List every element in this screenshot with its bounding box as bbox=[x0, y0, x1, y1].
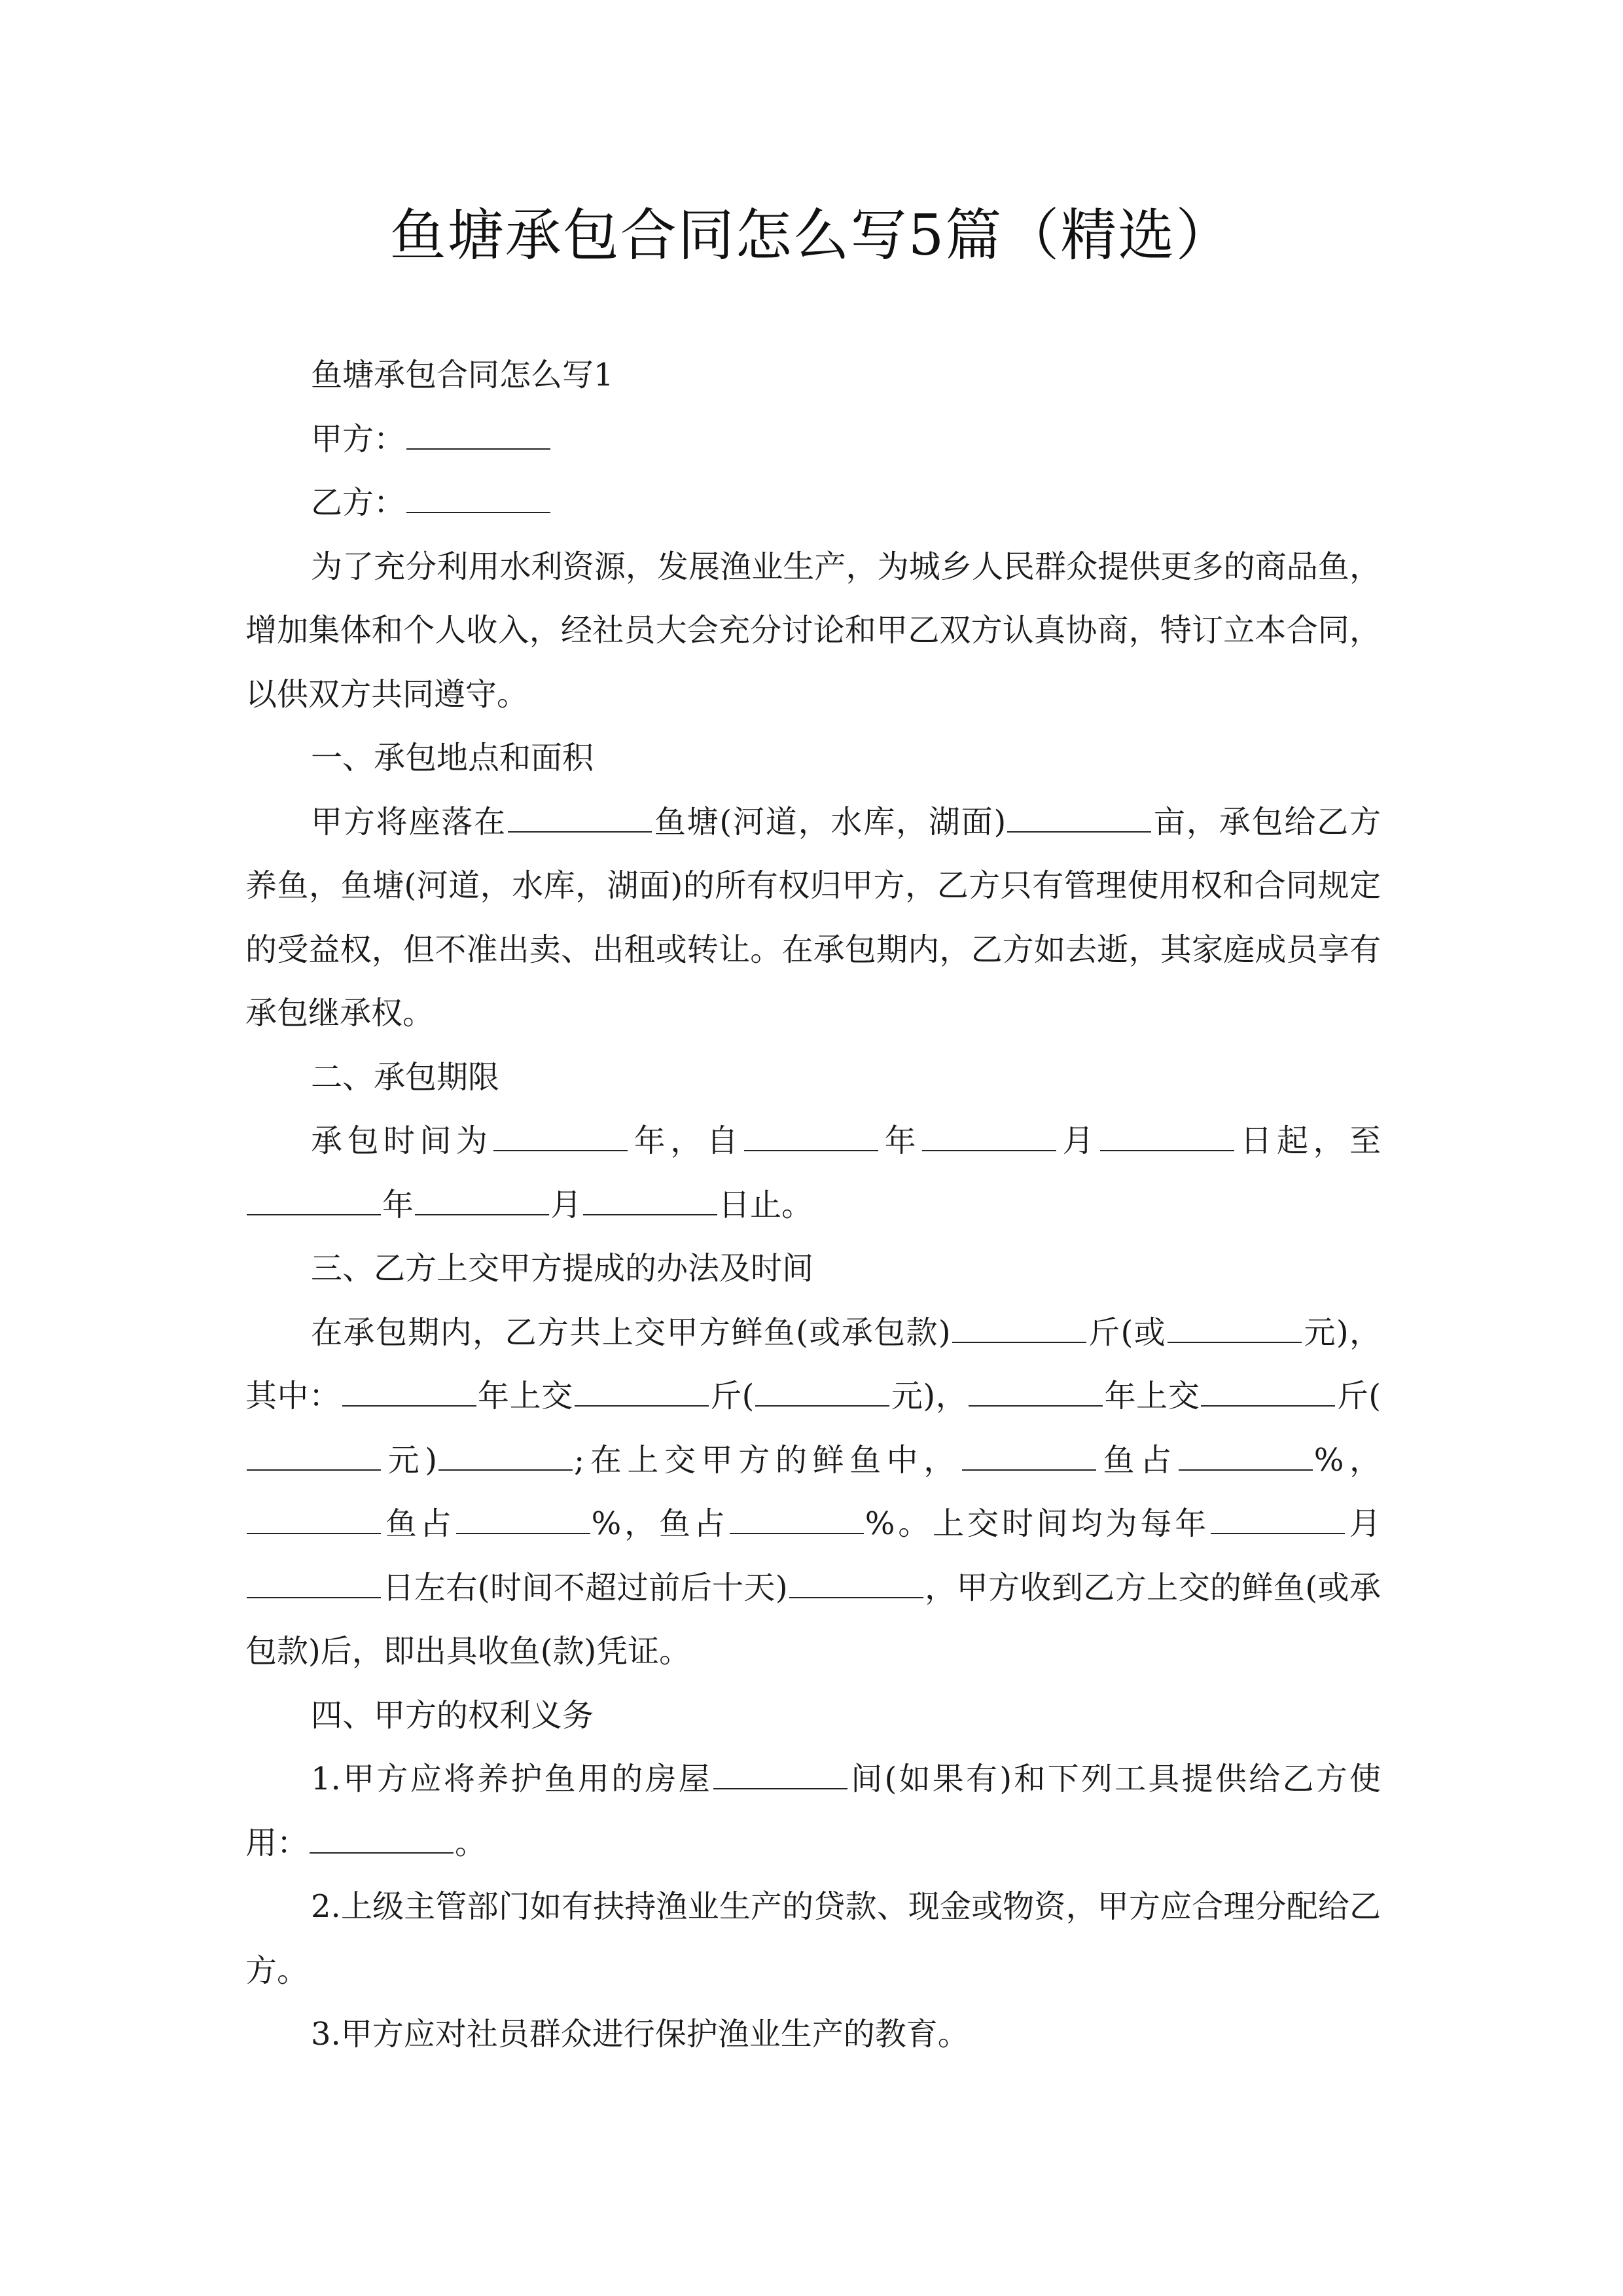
text-run: 日左右(时间不超过前后十天) bbox=[382, 1569, 788, 1606]
text-run: 1.甲方应将养护鱼用的房屋 bbox=[311, 1761, 712, 1797]
text-run: 斤(或 bbox=[1087, 1314, 1167, 1351]
fill-blank bbox=[247, 1501, 381, 1534]
party-a-blank bbox=[406, 417, 550, 450]
document-body bbox=[245, 344, 1381, 2067]
fill-blank bbox=[438, 1438, 573, 1471]
text-run: 日止。 bbox=[719, 1186, 813, 1223]
fill-blank bbox=[962, 1438, 1096, 1471]
text-run: 鱼占 bbox=[382, 1505, 455, 1542]
text-run: ，甲方收到乙方上交的鲜鱼(或承包款)后，即出具收鱼(款)凭证。 bbox=[245, 1569, 1381, 1670]
fill-blank bbox=[755, 1374, 889, 1407]
text-run: 年，自 bbox=[629, 1122, 743, 1159]
fill-blank bbox=[713, 1757, 847, 1789]
section-2-heading: 二、承包期限 bbox=[311, 1058, 500, 1096]
section-4-item-2: 2.上级主管部门如有扶持渔业生产的贷款、现金或物资，甲方应合理分配给乙方。 bbox=[245, 1888, 1381, 1989]
fill-blank bbox=[969, 1374, 1103, 1407]
fill-blank bbox=[583, 1183, 717, 1215]
text-run: 元)，其中： bbox=[245, 1314, 1381, 1414]
text-run: %， bbox=[1313, 1441, 1381, 1479]
fill-blank bbox=[1007, 800, 1151, 833]
text-run: 甲方将座落在 bbox=[311, 803, 507, 840]
section-1-paragraph bbox=[245, 791, 1381, 1046]
section-4-item-3: 3.甲方应对社员群众进行保护渔业生产的教育。 bbox=[311, 2016, 969, 2053]
fill-blank bbox=[1211, 1501, 1345, 1534]
fill-blank bbox=[789, 1566, 923, 1598]
fill-blank bbox=[342, 1374, 476, 1407]
party-b-blank bbox=[406, 480, 550, 513]
section-2-paragraph bbox=[245, 1109, 1381, 1237]
section-4-heading: 四、甲方的权利义务 bbox=[311, 1696, 594, 1734]
text-run: 月 bbox=[1058, 1122, 1099, 1159]
fill-blank bbox=[247, 1183, 381, 1215]
section-1-heading: 一、承包地点和面积 bbox=[311, 740, 594, 776]
party-a-line bbox=[245, 408, 1381, 472]
fill-blank bbox=[508, 800, 652, 833]
document-title: 鱼塘承包合同怎么写5篇（精选） bbox=[389, 203, 1234, 268]
section-4-item-1 bbox=[245, 1748, 1381, 1875]
text-run: 元)， bbox=[891, 1378, 968, 1414]
fill-blank bbox=[247, 1438, 381, 1471]
text-run: 斤( bbox=[1336, 1378, 1381, 1414]
text-run: 。 bbox=[455, 1824, 487, 1861]
text-run: %。上交时间均为每年 bbox=[865, 1505, 1210, 1542]
text-run: 月 bbox=[550, 1186, 582, 1223]
text-run: 鱼占 bbox=[1097, 1441, 1177, 1479]
fill-blank bbox=[922, 1119, 1056, 1151]
intro-paragraph: 为了充分利用水利资源，发展渔业生产，为城乡人民群众提供更多的商品鱼，增加集体和个人收入，经社员大会充分讨论和甲乙双方认真协商，特订立本合同，以供双方共同遵守。 bbox=[245, 548, 1381, 713]
party-b-label: 乙方： bbox=[311, 484, 406, 521]
party-a-label: 甲方： bbox=[311, 420, 406, 457]
text-run: 年上交 bbox=[477, 1378, 573, 1414]
fill-blank bbox=[575, 1374, 709, 1407]
text-run: 亩，承包给乙方养鱼，鱼塘(河道，水库，湖面)的所有权归甲方，乙方只有管理使用权和合同规定的受益权，但不准出卖、出租或转让。在承包期内，乙方如去逝，其家庭成员享有承包继承权。 bbox=[245, 803, 1381, 1031]
text-run: %，鱼占 bbox=[591, 1505, 728, 1542]
fill-blank bbox=[1168, 1310, 1302, 1343]
fill-blank bbox=[493, 1119, 628, 1151]
fill-blank bbox=[310, 1821, 454, 1854]
fill-blank bbox=[247, 1566, 381, 1598]
text-run: 年上交 bbox=[1104, 1378, 1200, 1414]
text-run: 年 bbox=[880, 1122, 921, 1159]
text-run: ;在上交甲方的鲜鱼中， bbox=[573, 1441, 961, 1479]
contract-subtitle: 鱼塘承包合同怎么写1 bbox=[311, 357, 614, 393]
fill-blank bbox=[730, 1501, 864, 1534]
text-run: 鱼塘(河道，水库，湖面) bbox=[652, 803, 1007, 840]
fill-blank bbox=[1100, 1119, 1234, 1151]
fill-blank bbox=[744, 1119, 878, 1151]
section-3-paragraph bbox=[245, 1301, 1381, 1684]
text-run: 斤( bbox=[709, 1378, 755, 1414]
fill-blank bbox=[415, 1183, 549, 1215]
text-run: 年 bbox=[382, 1186, 414, 1223]
fill-blank bbox=[456, 1501, 590, 1534]
text-run: 日起，至 bbox=[1236, 1122, 1381, 1159]
fill-blank bbox=[1201, 1374, 1335, 1407]
fill-blank bbox=[1179, 1438, 1313, 1471]
text-run: 间(如果有)和下列工具提供给乙方使用： bbox=[245, 1761, 1381, 1861]
party-b-line bbox=[245, 471, 1381, 535]
section-3-heading: 三、乙方上交甲方提成的办法及时间 bbox=[311, 1250, 814, 1287]
text-run: 承包时间为 bbox=[311, 1122, 493, 1159]
text-run: 月 bbox=[1346, 1505, 1381, 1542]
text-run: 元) bbox=[382, 1441, 437, 1479]
fill-blank bbox=[952, 1310, 1086, 1343]
text-run: 在承包期内，乙方共上交甲方鲜鱼(或承包款) bbox=[311, 1314, 951, 1351]
